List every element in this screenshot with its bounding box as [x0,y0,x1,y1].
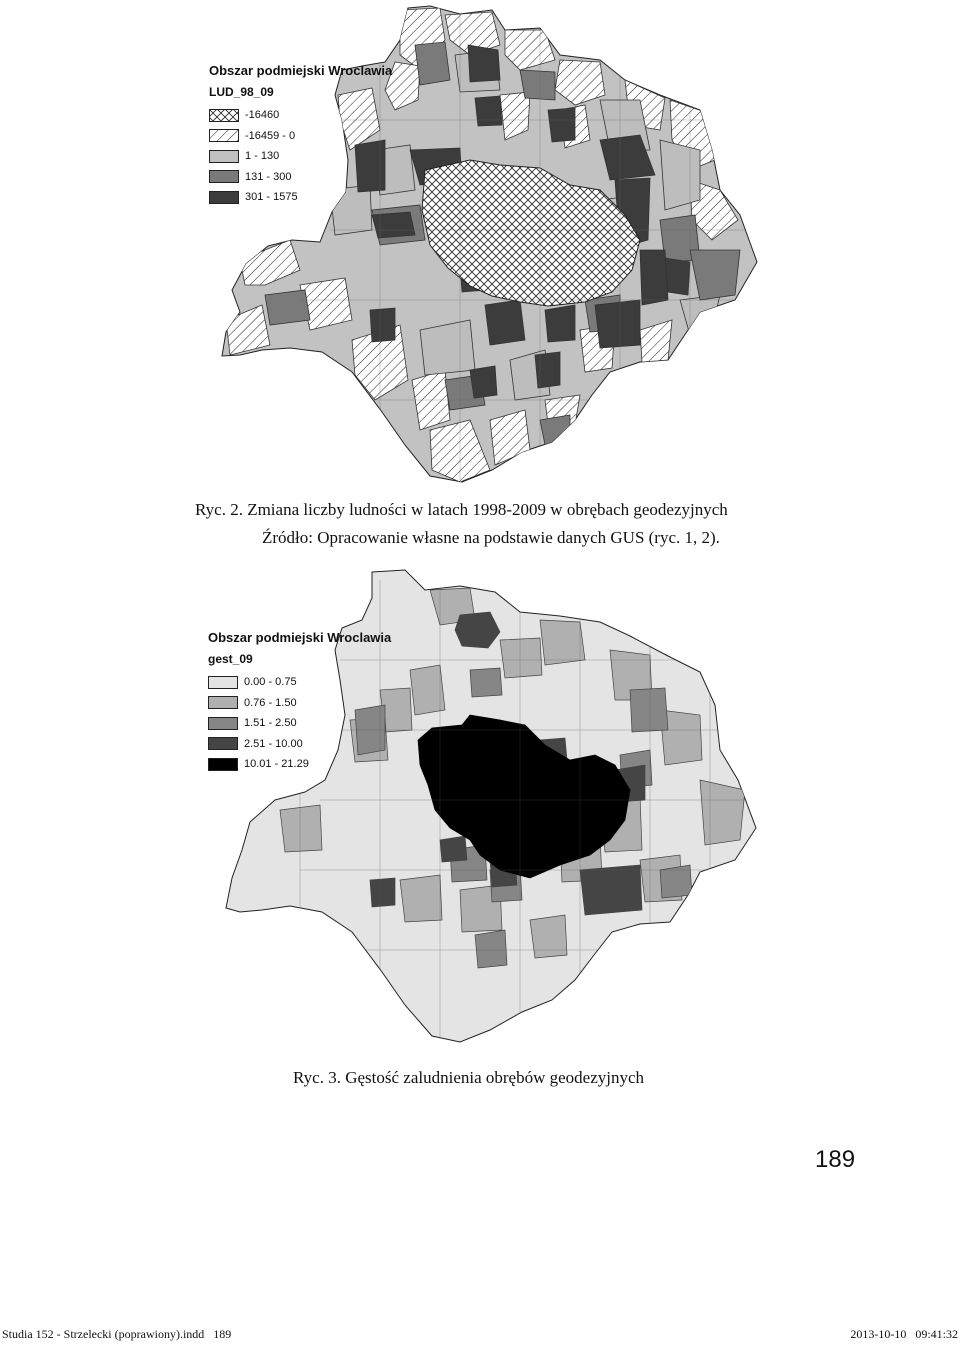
figure-2-caption: Ryc. 2. Zmiana liczby ludności w latach 1998-2009 w obrębach geodezyjnych [195,500,728,519]
footer-file-info: Studia 152 - Strzelecki (poprawiony).indd 189 [2,1327,232,1341]
figure-3-caption: Ryc. 3. Gęstość zaludnienia obrębów geodezyjnych [293,1068,645,1087]
map1-legend-row [209,105,392,126]
figure-2-source: Źródło: Opracowanie własne na podstawie danych GUS (ryc. 1, 2). [262,528,720,547]
map1-legend-label: 301 - 1575 [245,191,298,204]
footer-timestamp: 2013-10-10 09:41:32 [850,1327,958,1341]
mid-grey-swatch [209,170,239,183]
dark-grey-swatch [208,737,238,750]
map1-legend-title: Obszar podmiejski Wroclawia [209,63,393,78]
map2-legend [208,630,391,775]
map2-legend-label: 2.51 - 10.00 [244,737,303,750]
very-light-swatch [208,676,238,689]
map2-legend-label: 0.00 - 0.75 [244,676,297,689]
map1-legend-label: 131 - 300 [245,170,292,183]
map2-legend-label: 10.01 - 21.29 [244,758,309,771]
map2-legend-field: gest_09 [208,652,253,666]
map2-legend-label: 1.51 - 2.50 [244,717,297,730]
map1-legend [209,63,392,208]
dark-grey-swatch [209,191,239,204]
map2-legend-title: Obszar podmiejski Wroclawia [208,630,392,645]
diagonal-swatch [209,129,239,142]
map1-legend-field: LUD_98_09 [209,85,274,99]
map1-legend-label: 1 - 130 [245,150,280,163]
map1-legend-row [209,167,392,188]
map2-legend-row [208,734,391,755]
black-swatch [208,758,238,771]
population-density-map [0,560,960,1060]
map1-legend-row [209,126,392,147]
map1-legend-label: -16459 - 0 [245,129,296,142]
map2-legend-row [208,754,391,775]
population-change-map [0,0,960,490]
map1-legend-row [209,187,392,208]
map2-legend-row [208,693,391,714]
mid-grey-swatch [208,717,238,730]
map1-legend-label: -16460 [245,109,280,122]
map2-legend-row [208,713,391,734]
light-grey-swatch [209,150,239,163]
light-grey-swatch [208,696,238,709]
map2-legend-row [208,672,391,693]
crosshatch-swatch [209,109,239,122]
map2-legend-label: 0.76 - 1.50 [244,696,297,709]
page-number: 189 [815,1146,856,1173]
map1-legend-row [209,146,392,167]
